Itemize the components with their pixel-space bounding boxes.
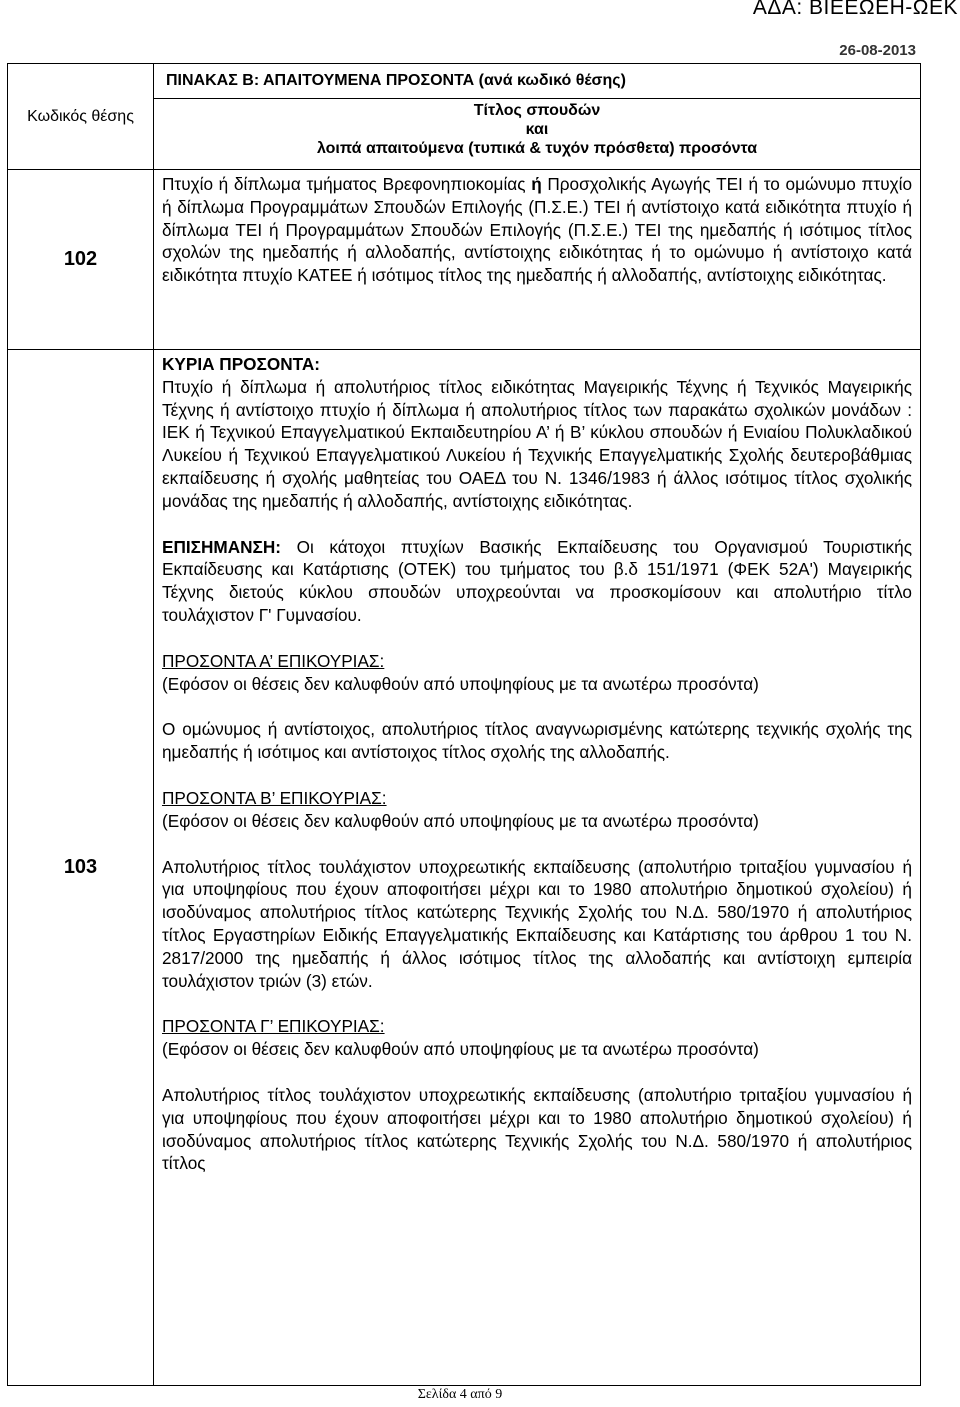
- subheader-line-3: λοιπά απαιτούμενα (τυπικά & τυχόν πρόσθετα) προσόντα: [316, 140, 758, 157]
- a-auxiliary-heading: ΠΡΟΣΟΝΤΑ Α’ ΕΠΙΚΟΥΡΙΑΣ:: [162, 650, 385, 671]
- b-auxiliary-condition: (Εφόσον οι θέσεις δεν καλυφθούν από υποψηφίους με τα ανωτέρω προσόντα): [162, 810, 759, 831]
- main-qualifications-heading: ΚΥΡΙΑ ΠΡΟΣΟΝΤΑ:: [162, 354, 321, 374]
- position-code-103: 103: [8, 350, 154, 1386]
- a-auxiliary-condition: (Εφόσον οι θέσεις δεν καλυφθούν από υποψηφίους με τα ανωτέρω προσόντα): [162, 673, 759, 694]
- requirements-table: [7, 63, 921, 1386]
- subheader-line-2: και: [525, 121, 549, 138]
- qualifications-103: [154, 350, 921, 1386]
- c-auxiliary-heading: ΠΡΟΣΟΝΤΑ Γ’ ΕΠΙΚΟΥΡΙΑΣ:: [162, 1016, 385, 1037]
- note-paragraph: ΕΠΙΣΗΜΑΝΣΗ: Οι κάτοχοι πτυχίων Βασικής Εκπαίδευσης του Οργανισμού Τουριστικής Εκπαίδευσης και Κατάρτισης (ΟΤΕΚ) του τμήματος του β.δ 151/1971 (ΦΕΚ 52Α') Μαγειρικής Τέχνης διετούς κύκλου σπουδών υποχρεούνται να προσκομίσουν και απολυτήριο τίτλο τουλάχιστον Γ' Γυμνασίου.: [162, 536, 912, 625]
- main-qualifications-text: Πτυχίο ή δίπλωμα ή απολυτήριος τίτλος ειδικότητας Μαγειρικής Τέχνης ή Τεχνικός Μαγειρικής Τέχνης ή αντίστοιχο πτυχίο ή δίπλωμα ή απολυτήριος τίτλος των παρακάτω σχολικών μονάδων : ΙΕΚ ή Τεχνικού Επαγγελματικού Εκπαιδευτηρίου Α’ ή Β’ κύκλου σπουδών ή Ενιαίου Πολυκλαδικού Λυκείου ή Τεχνικού Επαγγελματικού Λυκείου ή Τεχνικής Επαγγελματικής Σχολής δευτεροβάθμιας εκπαίδευσης ή σχολής μαθητείας του ΟΑΕΔ του Ν. 1346/1983 ή άλλος ισότιμος τίτλος σχολικής μονάδας της ημεδαπής ή αλλοδαπής, αντίστοιχης ειδικότητας.: [162, 376, 912, 511]
- document-date: 26-08-2013: [839, 42, 916, 59]
- qualification-text-102: Πτυχίο ή δίπλωμα τμήματος Βρεφονηπιοκομίας ή Προσχολικής Αγωγής ΤΕΙ ή το ομώνυμο πτυχίο ή δίπλωμα Προγραμμάτων Σπουδών Επιλογής (Π.Σ.Ε.) ΤΕΙ ή αντίστοιχο κατά ειδικότητα πτυχίο ή δίπλωμα ΤΕΙ ή Προγραμμάτων Σπουδών Επιλογής (Π.Σ.Ε.) ΤΕΙ της ημεδαπής ή ισότιμος τίτλος σχολών της ημεδαπής ή αλλοδαπής, αντίστοιχης ειδικότητας ή το ομώνυμο ή αντίστοιχο κατά ειδικότητα πτυχίο ΚΑΤΕΕ ή ισότιμος τίτλος της ημεδαπής ή αλλοδαπής, αντίστοιχης ειδικότητας.: [162, 174, 912, 286]
- ada-code: ΑΔΑ: ΒΙΕΕΩΕΗ-ΩΕΚ: [752, 0, 958, 19]
- c-auxiliary-condition: (Εφόσον οι θέσεις δεν καλυφθούν από υποψηφίους με τα ανωτέρω προσόντα): [162, 1039, 759, 1060]
- subheader-line-1: Τίτλος σπουδών: [473, 102, 601, 119]
- note-heading: ΕΠΙΣΗΜΑΝΣΗ:: [162, 536, 281, 557]
- position-code-102: 102: [8, 170, 154, 350]
- qualifications-column-header: [154, 99, 921, 170]
- page-number: Σελίδα 4 από 9: [417, 1387, 503, 1402]
- code-column-header: Κωδικός θέσης: [8, 64, 154, 170]
- b-auxiliary-text: Απολυτήριος τίτλος τουλάχιστον υποχρεωτικής εκπαίδευσης (απολυτήριο τριταξίου γυμνασίου ή για υποψηφίους που έχουν αποφοιτήσει μέχρι και το 1980 απολυτήριο δημοτικού σχολείου) ή ισοδύναμος απολυτήριος τίτλος κατώτερης Τεχνικής Σχολής του Ν.Δ. 580/1970 ή απολυτήριος τίτλος Εργαστηρίων Ειδικής Επαγγελματικής Εκπαίδευσης και Κατάρτισης του άρθρου 1 του Ν. 2817/2000 της ημεδαπής ή άλλος ισότιμος τίτλος της αλλοδαπής και αντίστοιχη εμπειρία τουλάχιστον τριών (3) ετών.: [162, 856, 912, 991]
- c-auxiliary-text: Απολυτήριος τίτλος τουλάχιστον υποχρεωτικής εκπαίδευσης (απολυτήριο τριταξίου γυμνασίου ή για υποψηφίους που έχουν αποφοιτήσει μέχρι και το 1980 απολυτήριο δημοτικού σχολείου) ή ισοδύναμος απολυτήριος τίτλος κατώτερης Τεχνικής Σχολής του Ν.Δ. 580/1970 ή απολυτήριος τίτλος: [162, 1084, 912, 1174]
- table-title: ΠΙΝΑΚΑΣ Β: ΑΠΑΙΤΟΥΜΕΝΑ ΠΡΟΣΟΝΤΑ (ανά κωδικό θέσης): [154, 64, 921, 99]
- b-auxiliary-heading: ΠΡΟΣΟΝΤΑ Β’ ΕΠΙΚΟΥΡΙΑΣ:: [162, 787, 387, 808]
- a-auxiliary-text: Ο ομώνυμος ή αντίστοιχος, απολυτήριος τίτλος αναγνωρισμένης κατώτερης τεχνικής σχολής της ημεδαπής ή ισότιμος και αντίστοιχος τίτλος σχολής της αλλοδαπής.: [162, 719, 912, 763]
- qualifications-102: [154, 170, 921, 350]
